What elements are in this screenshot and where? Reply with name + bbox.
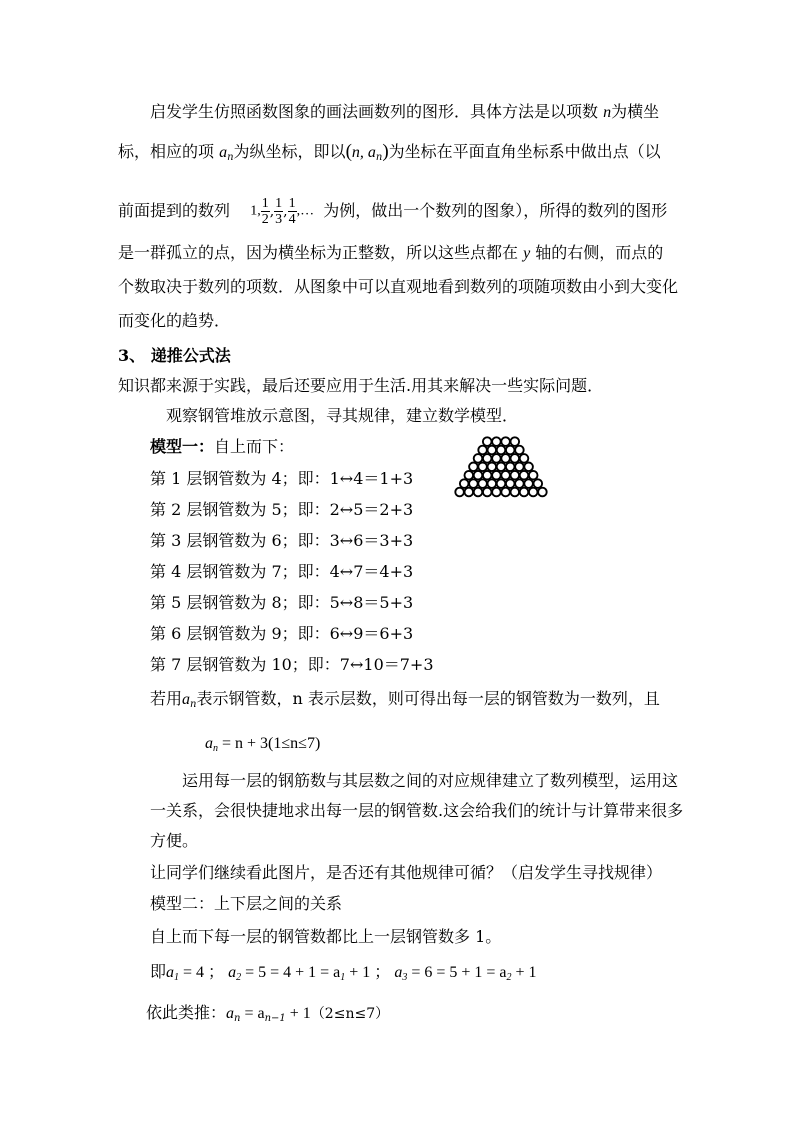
text: 标，相应的项 <box>118 142 220 161</box>
para2-line2: 一关系，会很快捷地求出每一层的钢管数.这会给我们的统计与计算带来很多 <box>150 801 684 820</box>
seq-first: 1, <box>250 203 261 219</box>
para2-line3: 方便。 <box>150 831 199 850</box>
recursive-formula: 依此类推：$a_n = a_{n-1} + 1(2\le n\le 7)$ <box>146 1003 390 1024</box>
seq-tail: ,… <box>296 203 315 219</box>
formula-explicit: $a_n = n + 3(1\le n\le 7)$ <box>205 735 321 754</box>
model2-desc: 自上而下每一层的钢管数都比上一层钢管数多 1。 <box>150 927 502 946</box>
var-y: y <box>523 245 531 262</box>
para1-line4 <box>118 242 663 265</box>
layer-row: 第 7 层钢管数为 10；即：7↔10＝7+3 <box>150 655 434 674</box>
para2-line1: 运用每一层的钢筋数与其层数之间的对应规律建立了数列模型，运用这 <box>182 771 679 790</box>
model2-title: 模型二：上下层之间的关系 <box>150 894 343 913</box>
pipe-circle <box>511 488 520 497</box>
pipe-circle <box>506 479 515 488</box>
pipe-stack-illustration <box>446 436 556 500</box>
pipe-circle <box>478 463 487 472</box>
pipe-circle <box>501 437 510 446</box>
pipe-circle <box>474 454 483 463</box>
paren-close: ) <box>382 141 389 162</box>
pipe-circle <box>478 446 487 455</box>
text: 为横坐 <box>611 102 660 121</box>
coord-pair: n, a <box>351 144 376 161</box>
text: 为坐标在平面直角坐标系中做出点（以 <box>388 142 661 161</box>
pipe-circle <box>529 471 538 480</box>
pipe-circle <box>529 488 538 497</box>
pipe-circle <box>483 454 492 463</box>
para1-line3: 前面提到的数列 1, $\frac{1}{2}$ , $\frac{1}{3}$ , $\frac{1}{4}$ ,… 为例，做出一个数列的图象），所得的数列的图形 <box>118 196 668 227</box>
pipe-circle <box>488 479 497 488</box>
pipe-circle <box>506 446 515 455</box>
para1-line1 <box>150 101 659 124</box>
pipe-circle <box>483 488 492 497</box>
fraction-third: $\frac{1}{3}$ <box>275 196 283 227</box>
fraction-half: $\frac{1}{2}$ <box>261 196 269 227</box>
pipe-circle <box>524 479 533 488</box>
section-heading: 3、 递推公式法 <box>118 346 231 365</box>
var-n: n <box>603 104 612 121</box>
text: 为例，做出一个数列的图象），所得的数列的图形 <box>323 201 668 220</box>
pipe-circle <box>511 454 520 463</box>
para1-line5: 个数取决于数列的项数．从图象中可以直观地看到数列的项随项数由小到大变化 <box>118 277 679 296</box>
pipe-circle <box>520 488 529 497</box>
intro-text: 知识都来源于实践，最后还要应用于生活.用其来解决一些实际问题． <box>118 376 604 395</box>
pipe-circle <box>455 488 464 497</box>
layer-row: 第 5 层钢管数为 8；即：5↔8＝5+3 <box>150 593 414 612</box>
pipe-circle <box>506 463 515 472</box>
pipe-circle <box>520 471 529 480</box>
pipe-circle <box>524 463 533 472</box>
text: 前面提到的数列 <box>118 201 231 220</box>
pipe-circle <box>501 488 510 497</box>
para1-line6: 而变化的趋势． <box>118 311 231 330</box>
pipe-circle <box>501 454 510 463</box>
pipe-circle <box>474 488 483 497</box>
usage-line: 若用$a_n$表示钢管数，n 表示层数，则可得出每一层的钢管数为一数列，且 <box>150 689 660 710</box>
pipe-circle <box>465 471 474 480</box>
pipe-circle <box>492 471 501 480</box>
pipe-circle <box>492 437 501 446</box>
text: 为纵坐标，即以 <box>233 142 346 161</box>
layer-row: 第 6 层钢管数为 9；即：6↔9＝6+3 <box>150 624 414 643</box>
layer-row: 第 3 层钢管数为 6；即：3↔6＝3+3 <box>150 531 414 550</box>
pipe-circle <box>469 463 478 472</box>
pipe-circle <box>474 471 483 480</box>
text: 是一群孤立的点，因为横坐标为正整数，所以这些点都在 <box>118 243 524 262</box>
fraction-quarter: $\frac{1}{4}$ <box>288 196 296 227</box>
pipe-circle <box>511 471 520 480</box>
pipe-circle <box>515 479 524 488</box>
pipe-circle <box>492 454 501 463</box>
pipe-circle <box>483 437 492 446</box>
pipe-circle <box>478 479 487 488</box>
pipe-circle <box>501 471 510 480</box>
pipe-circle <box>488 446 497 455</box>
sub-n: n <box>227 152 234 163</box>
pipe-circle <box>469 479 478 488</box>
eq-line: 即$a_1 = 4$ ； $a_2 = 5 = 4 + 1 = a_1 + 1$ ； $a_3 = 6 = 5 + 1 = a_2 + 1$ <box>150 962 537 983</box>
observe-text: 观察钢管堆放示意图，寻其规律，建立数学模型． <box>166 406 519 425</box>
pipe-circle <box>534 479 543 488</box>
pipe-circle <box>460 479 469 488</box>
layer-row: 第 4 层钢管数为 7；即：4↔7＝4+3 <box>150 562 414 581</box>
pipe-circle <box>515 463 524 472</box>
pipe-circle <box>492 488 501 497</box>
pipe-circle <box>483 471 492 480</box>
pipe-circle <box>497 446 506 455</box>
text: 轴的右侧，而点的 <box>530 243 664 262</box>
var-a: a <box>219 144 228 161</box>
layer-row: 第 1 层钢管数为 4；即：1↔4＝1+3 <box>150 469 414 488</box>
paren-open: ( <box>345 141 352 162</box>
question-text: 让同学们继续看此图片，是否还有其他规律可循？（启发学生寻找规律） <box>150 863 663 882</box>
pipe-circle <box>465 488 474 497</box>
sub-n: n <box>375 152 383 163</box>
pipe-circle <box>497 479 506 488</box>
text: 启发学生仿照函数图象的画法画数列的图形．具体方法是以项数 <box>150 102 604 121</box>
layer-row: 第 2 层钢管数为 5；即：2↔5＝2+3 <box>150 500 414 519</box>
pipe-circle <box>488 463 497 472</box>
model1-title: 模型一：自上而下： <box>150 437 295 456</box>
pipe-circle <box>515 446 524 455</box>
pipe-circle <box>538 488 547 497</box>
pipe-circle <box>520 454 529 463</box>
para1-line2 <box>118 141 661 169</box>
pipe-circle <box>511 437 520 446</box>
pipe-circle <box>497 463 506 472</box>
